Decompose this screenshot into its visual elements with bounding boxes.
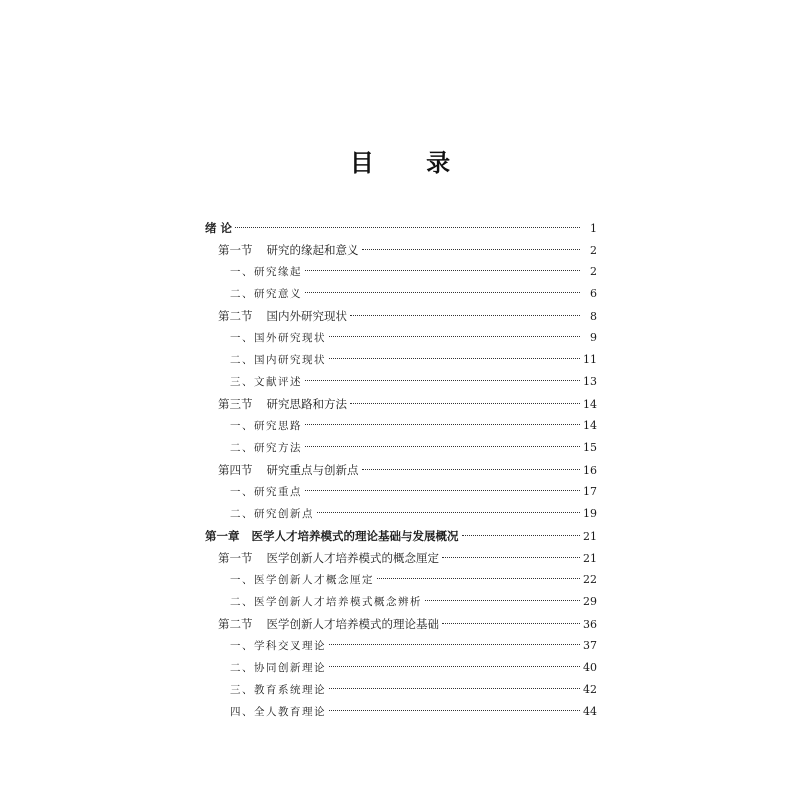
toc-entry-page-number: 1 bbox=[590, 222, 597, 235]
toc-entry-page-number: 19 bbox=[583, 507, 597, 520]
toc-entry-page-number: 2 bbox=[590, 265, 597, 278]
toc-entry-page-number: 40 bbox=[583, 661, 597, 674]
toc-entry-label bbox=[230, 701, 326, 723]
toc-entry-number: 第一章 bbox=[205, 529, 240, 543]
toc-entry-page-number: 22 bbox=[583, 573, 597, 586]
dot-leader bbox=[362, 249, 581, 250]
page-title: 目 录 bbox=[349, 149, 473, 177]
toc-entry-page-number: 8 bbox=[590, 310, 597, 323]
toc-entry-text: 一、国外研究现状 bbox=[230, 332, 326, 344]
toc-entry-page-number: 2 bbox=[590, 244, 597, 257]
toc-entry-text: 一、医学创新人才概念厘定 bbox=[230, 574, 374, 586]
toc-entry-label bbox=[218, 547, 439, 569]
toc-entry-page-number: 21 bbox=[583, 530, 597, 543]
toc-entry-page-number: 14 bbox=[583, 419, 597, 432]
toc-entry-label bbox=[230, 437, 302, 459]
dot-leader bbox=[442, 557, 580, 558]
dot-leader bbox=[305, 270, 580, 271]
toc-entry-label bbox=[230, 569, 374, 591]
toc-entry-page-number: 13 bbox=[583, 375, 597, 388]
toc-entry-text: 三、文献评述 bbox=[230, 376, 302, 388]
toc-entry[interactable] bbox=[205, 239, 597, 261]
toc-entry[interactable] bbox=[205, 591, 597, 613]
dot-leader bbox=[442, 623, 580, 624]
toc-entry-number: 第一节 bbox=[218, 551, 253, 565]
toc-entry[interactable] bbox=[205, 635, 597, 657]
dot-leader bbox=[350, 403, 580, 404]
toc-entry-text: 研究的缘起和意义 bbox=[266, 243, 359, 257]
toc-entry[interactable] bbox=[205, 415, 597, 437]
toc-entry-number: 第一节 bbox=[218, 243, 253, 257]
toc-entry[interactable] bbox=[205, 525, 597, 547]
toc-entry-page-number: 6 bbox=[590, 287, 597, 300]
toc-entry[interactable] bbox=[205, 657, 597, 679]
toc-entry-text: 国内外研究现状 bbox=[266, 309, 347, 323]
toc-entry-text: 医学创新人才培养模式的理论基础 bbox=[266, 617, 439, 631]
toc-entry-text: 二、研究意义 bbox=[230, 288, 302, 300]
toc-entry[interactable] bbox=[205, 701, 597, 723]
toc-entry-text: 医学创新人才培养模式的概念厘定 bbox=[266, 551, 439, 565]
toc-entry-page-number: 42 bbox=[583, 683, 597, 696]
dot-leader bbox=[362, 469, 581, 470]
toc-entry[interactable] bbox=[205, 217, 597, 239]
toc-entry-page-number: 14 bbox=[583, 398, 597, 411]
toc-entry-page-number: 11 bbox=[583, 353, 597, 366]
dot-leader bbox=[329, 358, 580, 359]
dot-leader bbox=[305, 292, 580, 293]
dot-leader bbox=[317, 512, 580, 513]
toc-entry-page-number: 15 bbox=[583, 441, 597, 454]
dot-leader bbox=[425, 600, 580, 601]
dot-leader bbox=[377, 578, 580, 579]
toc-entry-number: 第四节 bbox=[218, 463, 253, 477]
dot-leader bbox=[305, 380, 580, 381]
toc-entry-label bbox=[218, 239, 359, 261]
toc-entry-label bbox=[230, 503, 314, 525]
toc-entry-number: 第二节 bbox=[218, 309, 253, 323]
toc-entry-label bbox=[218, 393, 347, 415]
toc-entry[interactable] bbox=[205, 613, 597, 635]
dot-leader bbox=[350, 315, 580, 316]
toc-entry-text: 二、医学创新人才培养模式概念辨析 bbox=[230, 596, 422, 608]
toc-entry-text: 研究重点与创新点 bbox=[266, 463, 359, 477]
toc-entry-label bbox=[230, 481, 302, 503]
dot-leader bbox=[462, 535, 581, 536]
toc-entry-label bbox=[218, 305, 347, 327]
toc-entry-label bbox=[230, 349, 326, 371]
toc-entry[interactable] bbox=[205, 283, 597, 305]
toc-entry-page-number: 21 bbox=[583, 552, 597, 565]
toc-entry-text: 研究思路和方法 bbox=[266, 397, 347, 411]
toc-entry-label bbox=[230, 327, 326, 349]
toc-entry[interactable] bbox=[205, 459, 597, 481]
toc-entry-label bbox=[205, 217, 232, 239]
toc-entry[interactable] bbox=[205, 569, 597, 591]
toc-entry-text: 一、研究思路 bbox=[230, 420, 302, 432]
toc-entry[interactable] bbox=[205, 393, 597, 415]
toc-entry[interactable] bbox=[205, 547, 597, 569]
toc-entry[interactable] bbox=[205, 349, 597, 371]
toc-entry[interactable] bbox=[205, 437, 597, 459]
toc-entry-text: 二、研究方法 bbox=[230, 442, 302, 454]
toc-entry[interactable] bbox=[205, 503, 597, 525]
toc-entry-number: 第二节 bbox=[218, 617, 253, 631]
toc-entry-text: 一、研究缘起 bbox=[230, 266, 302, 278]
toc-entry[interactable] bbox=[205, 305, 597, 327]
toc-entry-label bbox=[230, 283, 302, 305]
toc-entry[interactable] bbox=[205, 679, 597, 701]
toc-entry-page-number: 29 bbox=[583, 595, 597, 608]
toc-entry-label bbox=[230, 371, 302, 393]
toc-entry-text: 四、全人教育理论 bbox=[230, 706, 326, 718]
dot-leader bbox=[329, 336, 580, 337]
dot-leader bbox=[305, 490, 580, 491]
toc-entry-text: 三、教育系统理论 bbox=[230, 684, 326, 696]
toc-entry[interactable] bbox=[205, 481, 597, 503]
toc-entry-label bbox=[230, 679, 326, 701]
toc-entry-label bbox=[230, 415, 302, 437]
dot-leader bbox=[329, 688, 580, 689]
dot-leader bbox=[329, 666, 580, 667]
dot-leader bbox=[305, 424, 580, 425]
toc-entry-page-number: 17 bbox=[583, 485, 597, 498]
dot-leader bbox=[235, 227, 580, 228]
toc-entry-number: 第三节 bbox=[218, 397, 253, 411]
toc-entry-text: 二、国内研究现状 bbox=[230, 354, 326, 366]
toc-entry-page-number: 16 bbox=[583, 464, 597, 477]
toc-entry-label bbox=[218, 613, 439, 635]
toc-entry-page-number: 9 bbox=[590, 331, 597, 344]
toc-entry-text: 二、协同创新理论 bbox=[230, 662, 326, 674]
toc-entry[interactable] bbox=[205, 327, 597, 349]
dot-leader bbox=[329, 644, 580, 645]
toc-entry-label bbox=[205, 525, 459, 547]
table-of-contents bbox=[205, 217, 597, 723]
toc-entry[interactable] bbox=[205, 261, 597, 283]
toc-entry-page-number: 44 bbox=[583, 705, 597, 718]
toc-entry-page-number: 36 bbox=[583, 618, 597, 631]
toc-entry-label bbox=[230, 657, 326, 679]
toc-entry[interactable] bbox=[205, 371, 597, 393]
toc-entry-label bbox=[230, 261, 302, 283]
dot-leader bbox=[305, 446, 580, 447]
toc-entry-text: 一、研究重点 bbox=[230, 486, 302, 498]
toc-entry-label bbox=[230, 591, 422, 613]
dot-leader bbox=[329, 710, 580, 711]
toc-entry-text: 二、研究创新点 bbox=[230, 508, 314, 520]
toc-entry-text: 医学人才培养模式的理论基础与发展概况 bbox=[251, 529, 459, 543]
toc-entry-page-number: 37 bbox=[583, 639, 597, 652]
toc-entry-label bbox=[230, 635, 326, 657]
toc-entry-text: 绪 论 bbox=[205, 221, 233, 235]
toc-entry-label bbox=[218, 459, 359, 481]
toc-entry-text: 一、学科交叉理论 bbox=[230, 640, 326, 652]
